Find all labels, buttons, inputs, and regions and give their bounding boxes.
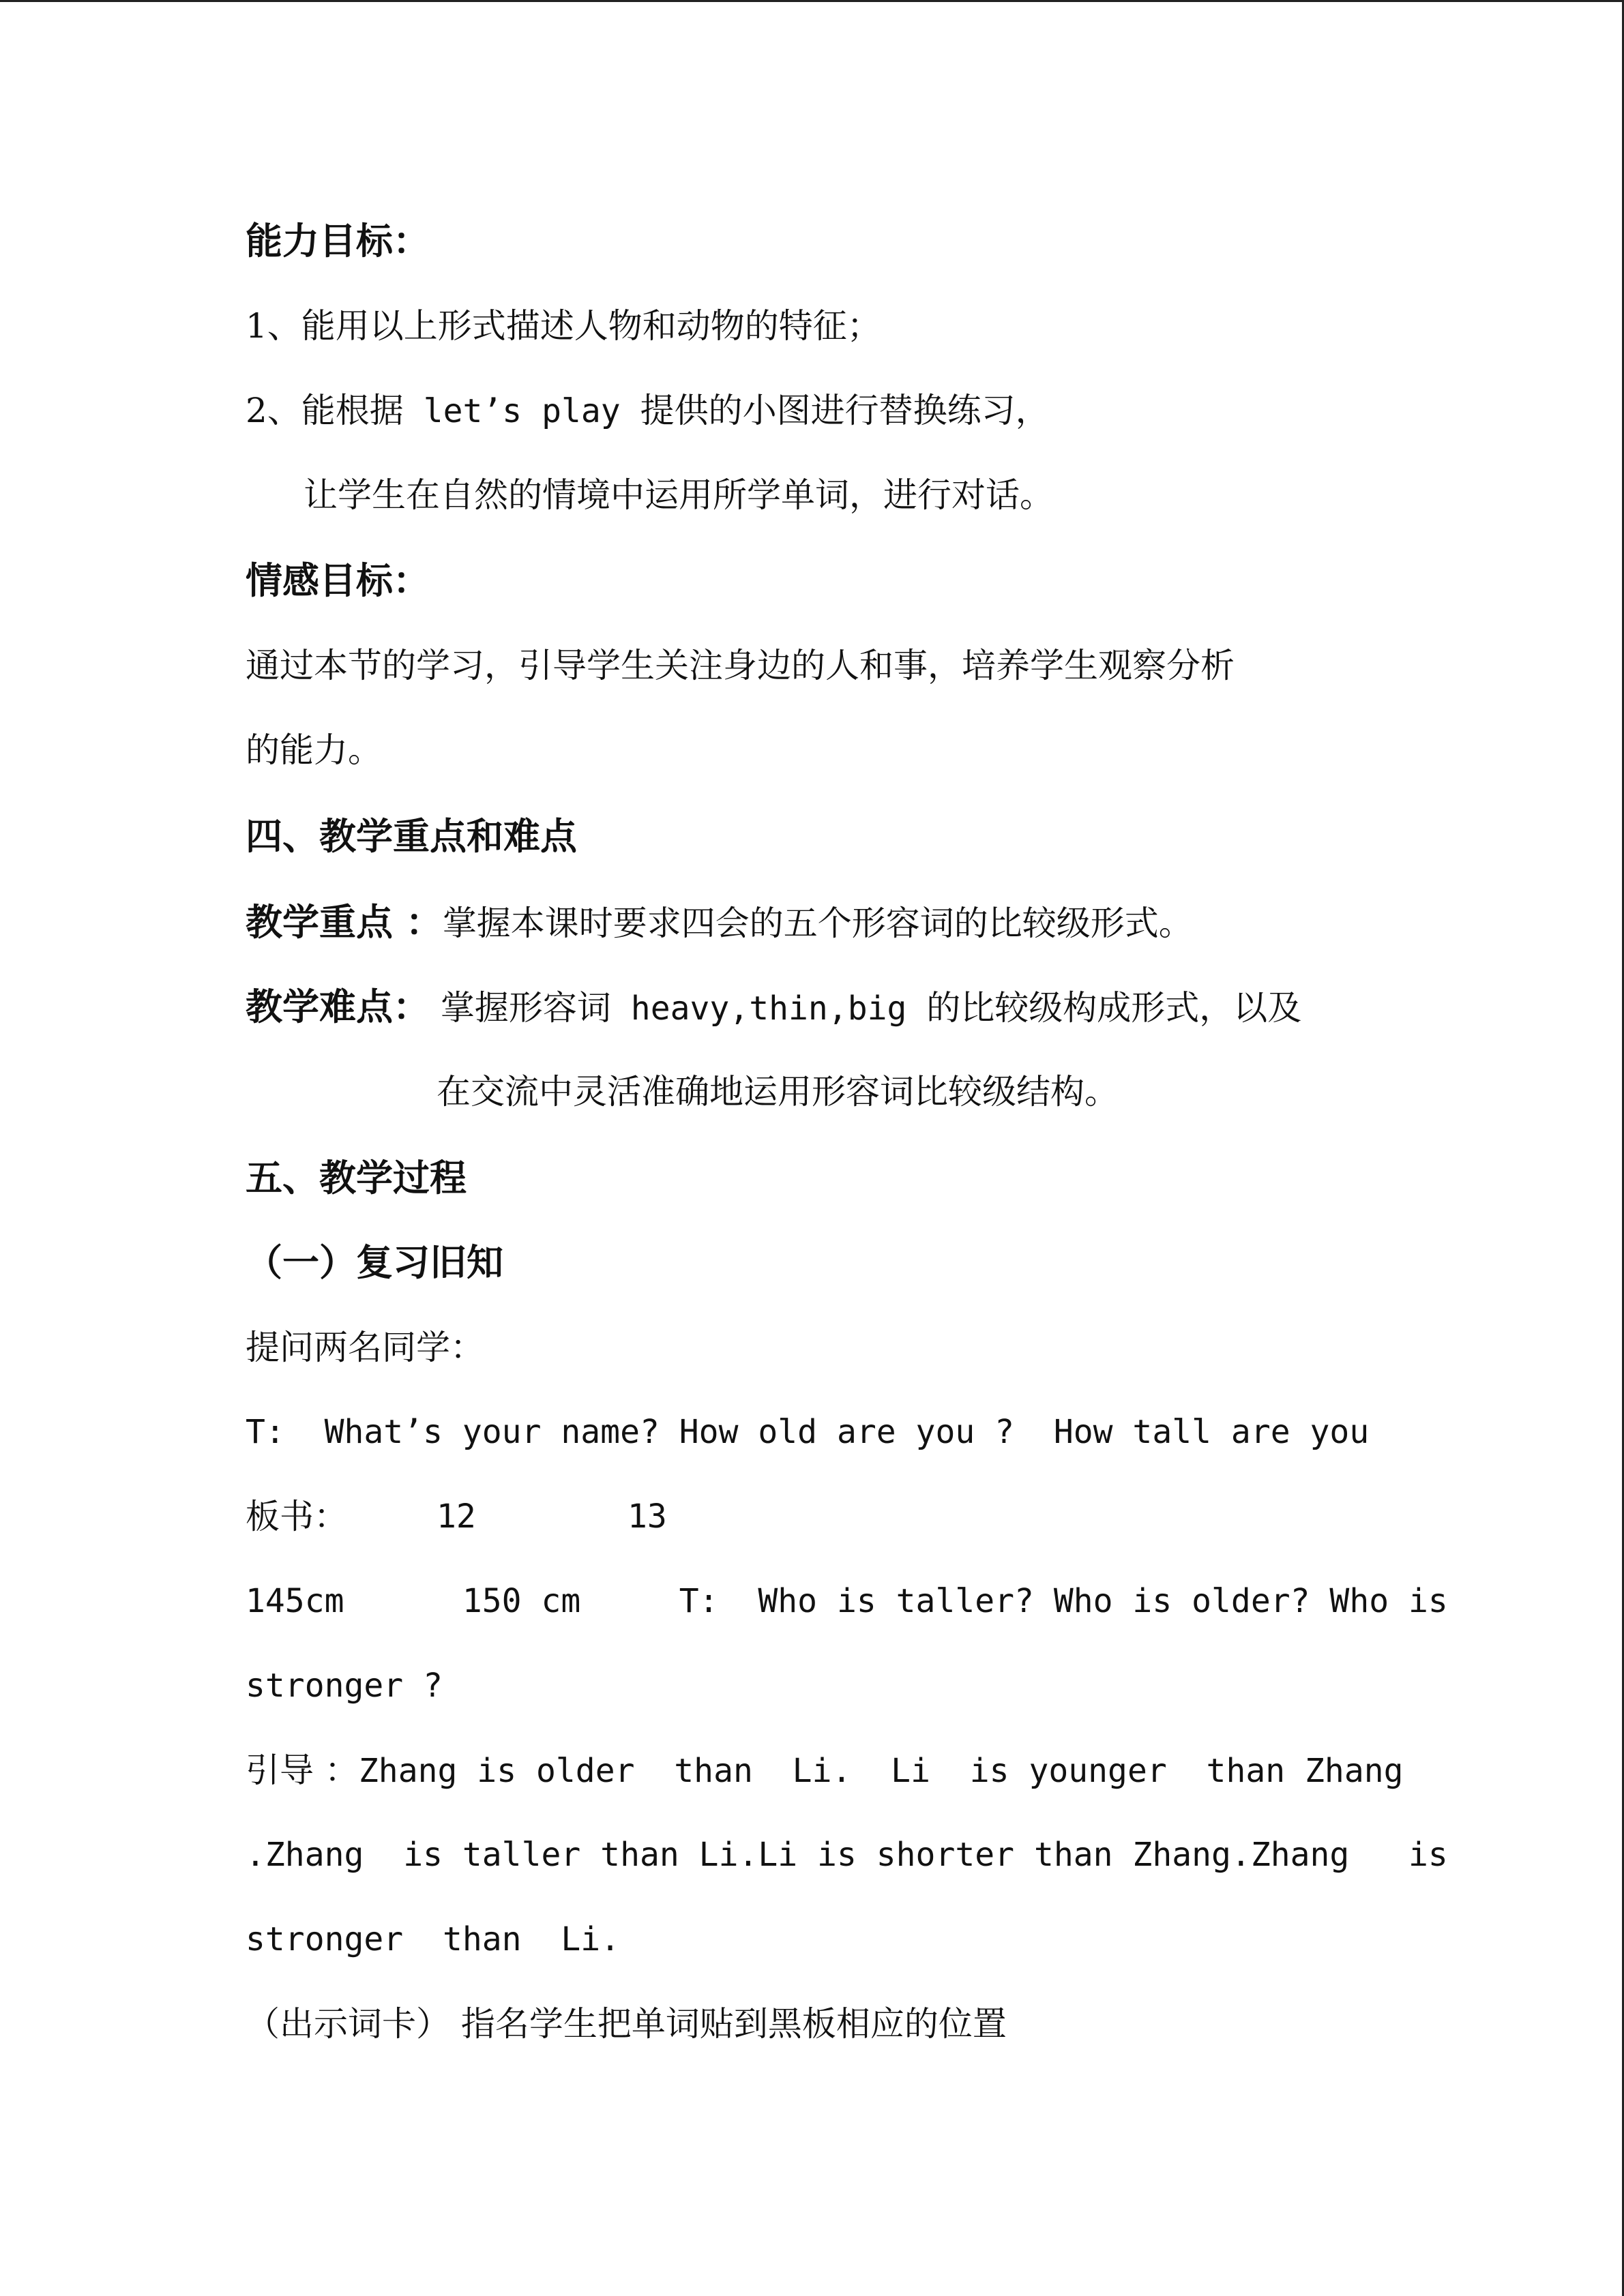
ability-goal-item-2-prefix: 2、能根据 (246, 391, 404, 430)
emotion-goal-heading: 情感目标： (246, 559, 430, 602)
ability-goal-item-2-continued: 让学生在自然的情境中运用所学单词，进行对话。 (304, 475, 1054, 515)
key-point-line (246, 902, 1193, 944)
key-point-text: 掌握本课时要求四会的五个形容词的比较级形式。 (442, 904, 1193, 943)
difficult-point-code: heavy,thin,big (610, 989, 927, 1028)
stronger-question-line: stronger ? (246, 1667, 443, 1705)
blackboard-line (246, 1496, 667, 1537)
guide-text-1: Zhang is older than Li. Li is younger than Zhang (358, 1752, 1404, 1790)
section-5-heading: 五、教学过程 (246, 1157, 467, 1199)
emotion-goal-text-line-2: 的能力。 (246, 730, 382, 770)
difficult-point-line (246, 987, 1301, 1029)
ability-goal-item-2-code: let’s play (403, 392, 640, 430)
difficult-point-prefix: 掌握形容词 (430, 988, 611, 1028)
section-4-heading: 四、教学重点和难点 (246, 815, 577, 858)
height-question-line: 145cm 150 cm T: Who is taller? Who is older? Who is (246, 1582, 1448, 1620)
blackboard-age-1: 12 (437, 1497, 476, 1536)
difficult-point-label: 教学难点： (246, 985, 430, 1028)
ability-goal-item-1: 1、能用以上形式描述人物和动物的特征； (246, 306, 881, 346)
guide-line-1 (246, 1750, 1404, 1791)
ability-goal-heading: 能力目标： (246, 220, 430, 263)
difficult-point-continued: 在交流中灵活准确地运用形容词比较级结构。 (437, 1072, 1119, 1112)
guide-label: 引导 ： (246, 1750, 359, 1790)
guide-line-2: .Zhang is taller than Li.Li is shorter than Zhang.Zhang is (246, 1836, 1448, 1874)
emotion-goal-text-line-1: 通过本节的学习，引导学生关注身边的人和事，培养学生观察分析 (246, 646, 1235, 685)
teacher-question-line: T: What’s your name? How old are you ? How tall are you (246, 1413, 1370, 1451)
word-card-line: （出示词卡） 指名学生把单词贴到黑板相应的位置 (246, 2004, 1007, 2044)
key-point-label: 教学重点 ： (246, 901, 443, 944)
guide-line-3: stronger than Li. (246, 1920, 621, 1958)
blackboard-label: 板书： (246, 1497, 348, 1536)
ability-goal-item-2 (246, 390, 1050, 432)
ask-students-line: 提问两名同学： (246, 1328, 484, 1367)
blackboard-age-2: 13 (628, 1497, 667, 1536)
difficult-point-suffix: 的比较级构成形式，以及 (926, 988, 1302, 1028)
ability-goal-item-2-suffix: 提供的小图进行替换练习， (640, 391, 1050, 430)
review-subheading: （一）复习旧知 (246, 1241, 503, 1284)
